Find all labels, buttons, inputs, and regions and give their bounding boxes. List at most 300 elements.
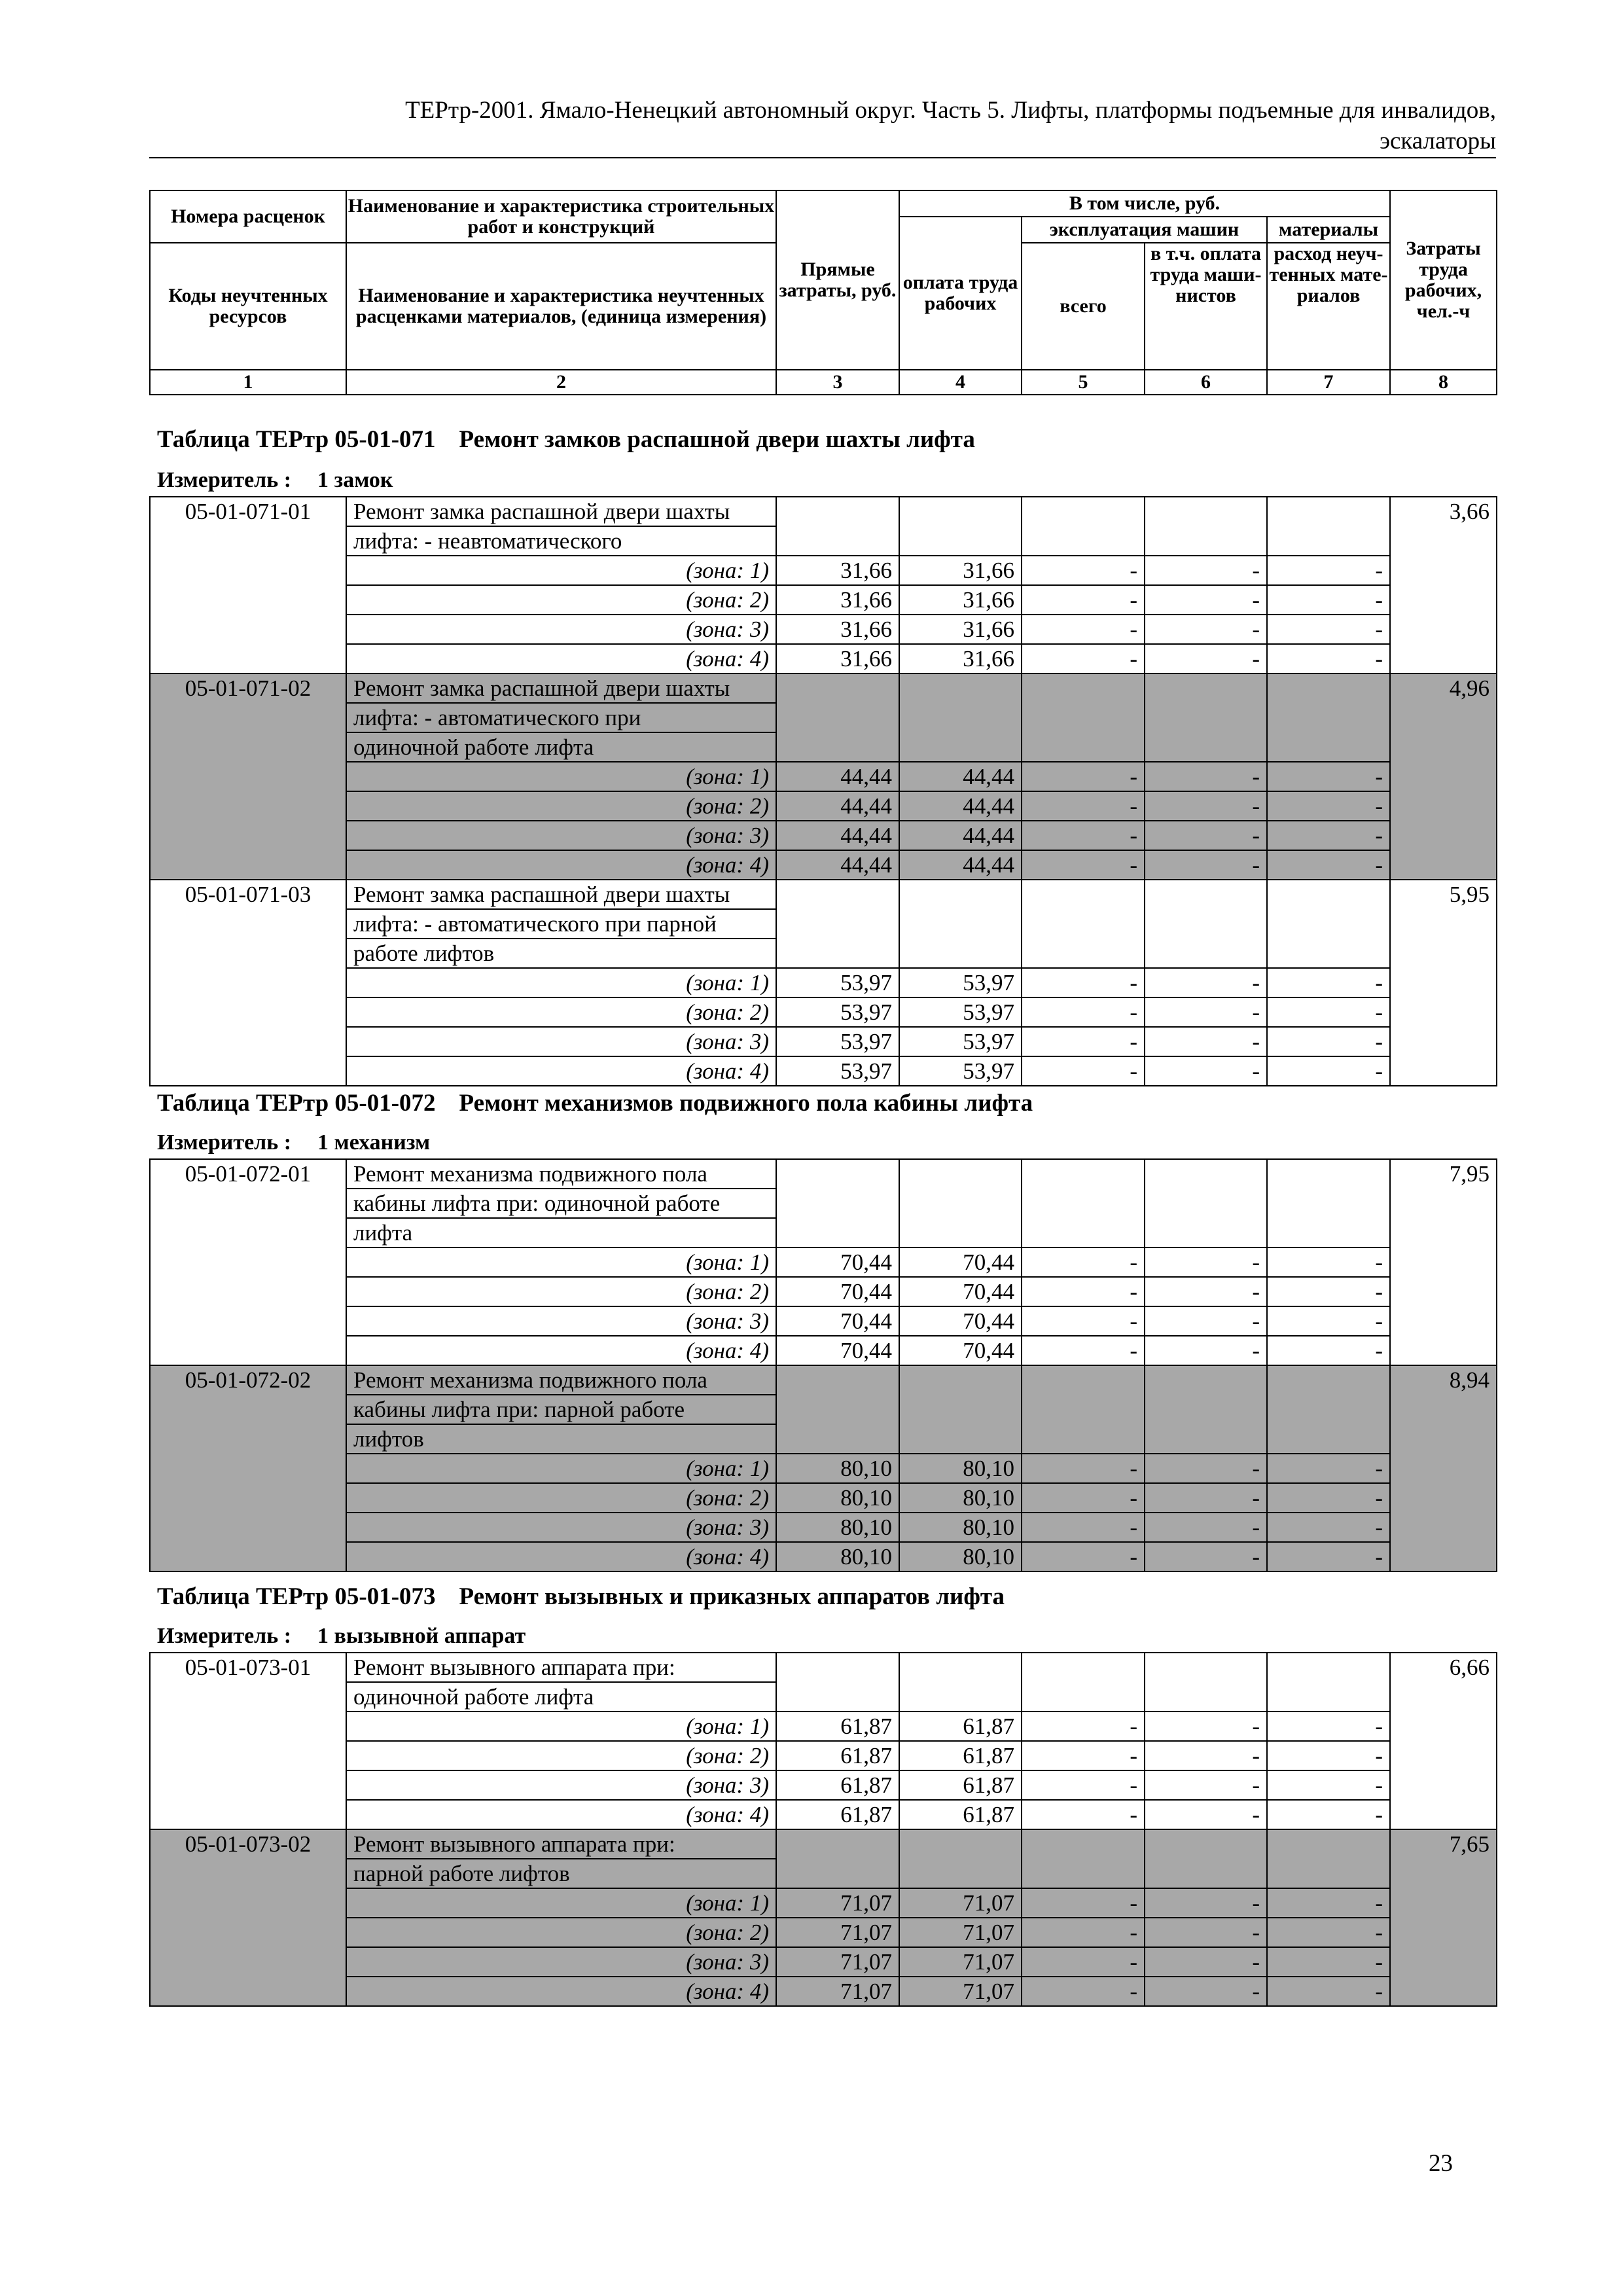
rate-name-line: кабины лифта при: парной работе [346,1395,776,1424]
table-row [150,1159,1497,1189]
table-row [150,1365,1497,1395]
value-cell [1267,1365,1390,1454]
value-cell [776,673,899,762]
zone-label: (зона: 2) [346,585,776,615]
measure-value: 1 вызывной аппарат [317,1624,526,1648]
value-cell: 44,44 [899,762,1022,791]
table-row [150,1513,1497,1542]
rate-name-line: Ремонт вызывного аппарата при: [346,1829,776,1859]
zone-label: (зона: 3) [346,1306,776,1336]
col-resource-codes: Коды неучтенных ресурсов [150,243,346,370]
value-cell: 61,87 [899,1712,1022,1741]
value-cell: - [1267,1947,1390,1977]
table-row [150,556,1497,585]
table-row [150,1947,1497,1977]
value-cell: - [1022,1918,1145,1947]
value-cell: 80,10 [899,1483,1022,1513]
value-cell: - [1145,850,1267,880]
value-cell: 61,87 [899,1800,1022,1829]
value-cell: - [1267,791,1390,821]
value-cell: 70,44 [776,1247,899,1277]
value-cell: - [1022,997,1145,1027]
col-material-use: расход неуч- тенных мате- риалов [1267,243,1390,370]
col-number: 8 [1390,370,1497,395]
table-row [150,1712,1497,1741]
table-row [150,1027,1497,1056]
value-cell: 80,10 [776,1542,899,1571]
zone-label: (зона: 4) [346,1977,776,2006]
value-cell [1022,497,1145,556]
zone-label: (зона: 3) [346,1513,776,1542]
value-cell: 53,97 [776,1027,899,1056]
zone-label: (зона: 4) [346,1336,776,1365]
value-cell: - [1022,1888,1145,1918]
rate-code: 05-01-071-03 [150,880,346,1086]
zone-label: (зона: 2) [346,1483,776,1513]
value-cell: - [1022,791,1145,821]
value-cell: - [1145,1277,1267,1306]
value-cell: 70,44 [899,1247,1022,1277]
value-cell [899,1829,1022,1888]
table-row [150,1770,1497,1800]
value-cell: - [1022,556,1145,585]
rate-name-line: Ремонт замка распашной двери шахты [346,673,776,703]
measure-label: Измеритель : [157,1130,292,1155]
value-cell: 71,07 [776,1947,899,1977]
rate-name-line: лифта: - автоматического при парной [346,909,776,939]
value-cell: 31,66 [776,556,899,585]
rate-name-line: Ремонт механизма подвижного пола [346,1159,776,1189]
col-materials: материалы [1267,217,1390,243]
value-cell: - [1022,968,1145,997]
value-cell: - [1267,762,1390,791]
measure-value: 1 механизм [317,1130,431,1155]
value-cell: - [1022,1277,1145,1306]
value-cell [776,1653,899,1712]
table-row [150,1306,1497,1336]
section-title-073 [157,1583,1005,1611]
col-number: 6 [1145,370,1267,395]
value-cell: - [1022,1513,1145,1542]
value-cell: - [1267,1513,1390,1542]
value-cell: - [1145,585,1267,615]
table-row [150,821,1497,850]
value-cell: - [1267,1027,1390,1056]
rate-name-line: лифта: - автоматического при [346,703,776,732]
value-cell: - [1267,615,1390,644]
rate-name-line: Ремонт механизма подвижного пола [346,1365,776,1395]
value-cell: - [1145,556,1267,585]
value-cell: 71,07 [899,1888,1022,1918]
rate-code: 05-01-071-01 [150,497,346,673]
rate-name-line: лифта: - неавтоматического [346,526,776,556]
value-cell: - [1267,1056,1390,1086]
table-row [150,1247,1497,1277]
value-cell [776,1829,899,1888]
value-cell: 31,66 [899,615,1022,644]
rates-table-073 [149,1652,1497,2007]
table-row [150,997,1497,1027]
value-cell: - [1267,1454,1390,1483]
value-cell [1145,1829,1267,1888]
value-cell: - [1145,1483,1267,1513]
value-cell: - [1022,1977,1145,2006]
zone-label: (зона: 4) [346,1542,776,1571]
value-cell: - [1145,1056,1267,1086]
value-cell: 44,44 [899,821,1022,850]
value-cell: - [1267,585,1390,615]
value-cell: - [1267,821,1390,850]
value-cell: - [1145,1712,1267,1741]
value-cell [1267,1653,1390,1712]
value-cell [1145,1159,1267,1247]
rate-name-line: лифта [346,1218,776,1247]
value-cell: 44,44 [776,850,899,880]
value-cell: 71,07 [899,1947,1022,1977]
col-number: 1 [150,370,346,395]
table-row [150,1653,1497,1682]
value-cell: - [1267,1247,1390,1277]
value-cell: 61,87 [776,1741,899,1770]
table-row [150,1977,1497,2006]
value-cell: 61,87 [776,1712,899,1741]
zone-label: (зона: 1) [346,1712,776,1741]
value-cell [776,1365,899,1454]
table-row [150,644,1497,673]
value-cell [1267,880,1390,968]
value-cell: - [1022,850,1145,880]
header-title-line2: эскалаторы [1380,128,1496,154]
header-divider [149,157,1496,158]
value-cell [1145,880,1267,968]
value-cell: - [1267,1888,1390,1918]
table-row [150,585,1497,615]
col-material-name: Наименование и характеристика неучтенных расценками материалов, (единица измерения) [346,243,776,370]
value-cell: - [1267,1918,1390,1947]
table-row [150,1829,1497,1859]
table-row [150,1277,1497,1306]
value-cell: 71,07 [776,1918,899,1947]
rate-name-line: одиночной работе лифта [346,1682,776,1712]
value-cell: 80,10 [899,1542,1022,1571]
zone-label: (зона: 3) [346,1027,776,1056]
labor-cost: 7,95 [1390,1159,1497,1365]
zone-label: (зона: 2) [346,1277,776,1306]
value-cell: 31,66 [899,556,1022,585]
value-cell: - [1022,1336,1145,1365]
value-cell: - [1145,997,1267,1027]
section-title-071 [157,425,975,454]
measure-label: Измеритель : [157,1624,292,1648]
labor-cost: 6,66 [1390,1653,1497,1829]
column-header-table [149,190,1497,395]
value-cell: - [1145,1454,1267,1483]
section-title-072 [157,1089,1033,1118]
value-cell [1267,497,1390,556]
value-cell: 80,10 [776,1483,899,1513]
table-row [150,497,1497,526]
labor-cost: 4,96 [1390,673,1497,880]
col-labor-costs: Затраты труда рабочих, чел.-ч [1390,190,1497,370]
zone-label: (зона: 2) [346,997,776,1027]
value-cell [899,880,1022,968]
value-cell: - [1145,1513,1267,1542]
value-cell: - [1022,615,1145,644]
value-cell: 70,44 [776,1306,899,1336]
value-cell [1267,1159,1390,1247]
value-cell: - [1022,1770,1145,1800]
value-cell: 31,66 [899,644,1022,673]
value-cell [1022,673,1145,762]
value-cell [1145,1653,1267,1712]
zone-label: (зона: 2) [346,791,776,821]
value-cell: - [1145,791,1267,821]
value-cell: - [1145,1306,1267,1336]
value-cell: 53,97 [776,968,899,997]
value-cell: - [1267,1712,1390,1741]
table-row [150,1741,1497,1770]
value-cell: - [1145,644,1267,673]
value-cell: 70,44 [776,1336,899,1365]
value-cell: - [1145,1947,1267,1977]
value-cell: 31,66 [776,615,899,644]
value-cell [1022,1159,1145,1247]
value-cell: - [1145,615,1267,644]
value-cell [776,1159,899,1247]
value-cell: - [1145,1247,1267,1277]
value-cell: - [1022,1247,1145,1277]
value-cell: - [1145,1027,1267,1056]
value-cell [1022,880,1145,968]
col-number: 4 [899,370,1022,395]
table-row [150,1483,1497,1513]
value-cell [1145,1365,1267,1454]
table-row [150,1800,1497,1829]
zone-label: (зона: 4) [346,850,776,880]
value-cell: - [1267,1277,1390,1306]
rate-code: 05-01-073-02 [150,1829,346,2006]
value-cell: - [1145,1918,1267,1947]
table-row [150,1336,1497,1365]
value-cell: - [1267,1977,1390,2006]
value-cell: 53,97 [776,997,899,1027]
value-cell: 61,87 [776,1800,899,1829]
value-cell: - [1267,1741,1390,1770]
zone-label: (зона: 2) [346,1741,776,1770]
value-cell: - [1145,1800,1267,1829]
rate-name-line: работе лифтов [346,939,776,968]
rate-code: 05-01-072-02 [150,1365,346,1571]
measure-value: 1 замок [317,468,393,492]
value-cell [899,1365,1022,1454]
value-cell: 53,97 [899,997,1022,1027]
zone-label: (зона: 4) [346,1056,776,1086]
value-cell [1267,673,1390,762]
table-label: Таблица ТЕРтр 05-01-073 [157,1583,436,1610]
value-cell: 44,44 [899,791,1022,821]
col-number: 3 [776,370,899,395]
value-cell: - [1267,1770,1390,1800]
col-number: 5 [1022,370,1145,395]
col-machinist-pay: в т.ч. оплата труда маши- нистов [1145,243,1267,370]
labor-cost: 5,95 [1390,880,1497,1086]
value-cell [899,497,1022,556]
table-row [150,1454,1497,1483]
value-cell: 80,10 [776,1454,899,1483]
zone-label: (зона: 1) [346,762,776,791]
measure-071 [157,467,393,493]
rate-name-line: одиночной работе лифта [346,732,776,762]
table-row [150,762,1497,791]
rate-code: 05-01-072-01 [150,1159,346,1365]
value-cell: - [1022,1483,1145,1513]
value-cell: 31,66 [776,585,899,615]
table-title: Ремонт замков распашной двери шахты лифта [459,426,975,453]
zone-label: (зона: 3) [346,1770,776,1800]
value-cell: - [1267,997,1390,1027]
value-cell: - [1145,821,1267,850]
value-cell: - [1022,1712,1145,1741]
value-cell: - [1267,644,1390,673]
zone-label: (зона: 1) [346,1247,776,1277]
value-cell [1145,497,1267,556]
value-cell: 53,97 [776,1056,899,1086]
col-machines-total: всего [1022,243,1145,370]
rate-name-line: лифтов [346,1424,776,1454]
value-cell: 80,10 [899,1454,1022,1483]
value-cell: 31,66 [776,644,899,673]
value-cell [1145,673,1267,762]
value-cell: 61,87 [899,1741,1022,1770]
rate-code: 05-01-073-01 [150,1653,346,1829]
value-cell: - [1145,1977,1267,2006]
rate-name-line: парной работе лифтов [346,1859,776,1888]
zone-label: (зона: 1) [346,968,776,997]
zone-label: (зона: 3) [346,1947,776,1977]
table-row [150,1918,1497,1947]
measure-073 [157,1623,526,1649]
measure-072 [157,1130,430,1156]
zone-label: (зона: 1) [346,1888,776,1918]
value-cell: - [1022,762,1145,791]
col-direct-costs: Прямые затраты, руб. [776,190,899,370]
col-work-name: Наименование и характеристика строительных работ и конструкций [346,190,776,243]
rates-table-072 [149,1158,1497,1572]
value-cell: 80,10 [776,1513,899,1542]
value-cell: - [1022,1056,1145,1086]
table-title: Ремонт механизмов подвижного пола кабины лифта [459,1090,1033,1117]
value-cell: 71,07 [776,1888,899,1918]
table-row [150,673,1497,703]
value-cell: 53,97 [899,1056,1022,1086]
col-number: 2 [346,370,776,395]
value-cell: - [1267,850,1390,880]
value-cell: 31,66 [899,585,1022,615]
value-cell: - [1022,1741,1145,1770]
value-cell [899,1159,1022,1247]
value-cell: 70,44 [899,1277,1022,1306]
value-cell: - [1145,1888,1267,1918]
col-machines: эксплуатация машин [1022,217,1267,243]
value-cell: 71,07 [899,1918,1022,1947]
rate-name-line: Ремонт замка распашной двери шахты [346,497,776,526]
value-cell: - [1267,1336,1390,1365]
table-row [150,880,1497,909]
zone-label: (зона: 3) [346,821,776,850]
measure-label: Измеритель : [157,468,292,492]
labor-cost: 3,66 [1390,497,1497,673]
value-cell: 53,97 [899,968,1022,997]
col-labor-pay: оплата труда рабочих [899,217,1022,370]
value-cell: 44,44 [776,762,899,791]
value-cell [899,673,1022,762]
value-cell: - [1022,1454,1145,1483]
value-cell: - [1267,556,1390,585]
page-number: 23 [1429,2150,1453,2177]
value-cell: - [1145,1336,1267,1365]
value-cell: - [1267,1483,1390,1513]
value-cell [899,1653,1022,1712]
labor-cost: 7,65 [1390,1829,1497,2006]
value-cell: - [1022,1800,1145,1829]
zone-label: (зона: 3) [346,615,776,644]
value-cell [1267,1829,1390,1888]
rate-name-line: Ремонт вызывного аппарата при: [346,1653,776,1682]
rate-code: 05-01-071-02 [150,673,346,880]
value-cell: - [1022,644,1145,673]
zone-label: (зона: 4) [346,1800,776,1829]
rates-table-071 [149,496,1497,1086]
value-cell [776,497,899,556]
value-cell: - [1022,1027,1145,1056]
table-label: Таблица ТЕРтр 05-01-071 [157,426,436,453]
value-cell: 53,97 [899,1027,1022,1056]
value-cell: 70,44 [776,1277,899,1306]
header-title-line1: ТЕРтр-2001. Ямало-Ненецкий автономный округ. Часть 5. Лифты, платформы подъемные для инвалидов, [405,97,1496,124]
value-cell: 44,44 [776,821,899,850]
table-row [150,1888,1497,1918]
table-row [150,615,1497,644]
value-cell: - [1022,585,1145,615]
value-cell: 44,44 [776,791,899,821]
value-cell: 71,07 [899,1977,1022,2006]
value-cell: 71,07 [776,1977,899,2006]
value-cell: 61,87 [776,1770,899,1800]
zone-label: (зона: 1) [346,1454,776,1483]
table-row [150,850,1497,880]
zone-label: (зона: 4) [346,644,776,673]
rate-name-line: кабины лифта при: одиночной работе [346,1189,776,1218]
col-including: В том числе, руб. [899,190,1390,217]
table-title: Ремонт вызывных и приказных аппаратов лифта [459,1583,1005,1610]
value-cell: - [1267,1542,1390,1571]
value-cell: - [1022,1306,1145,1336]
value-cell: - [1267,968,1390,997]
rate-name-line: Ремонт замка распашной двери шахты [346,880,776,909]
table-row [150,791,1497,821]
value-cell: 61,87 [899,1770,1022,1800]
value-cell: - [1267,1800,1390,1829]
value-cell: 44,44 [899,850,1022,880]
value-cell: - [1022,1542,1145,1571]
value-cell: - [1145,1542,1267,1571]
table-row [150,1542,1497,1571]
value-cell: - [1022,821,1145,850]
value-cell: - [1145,1770,1267,1800]
value-cell: - [1145,762,1267,791]
value-cell: - [1145,968,1267,997]
value-cell [1022,1653,1145,1712]
